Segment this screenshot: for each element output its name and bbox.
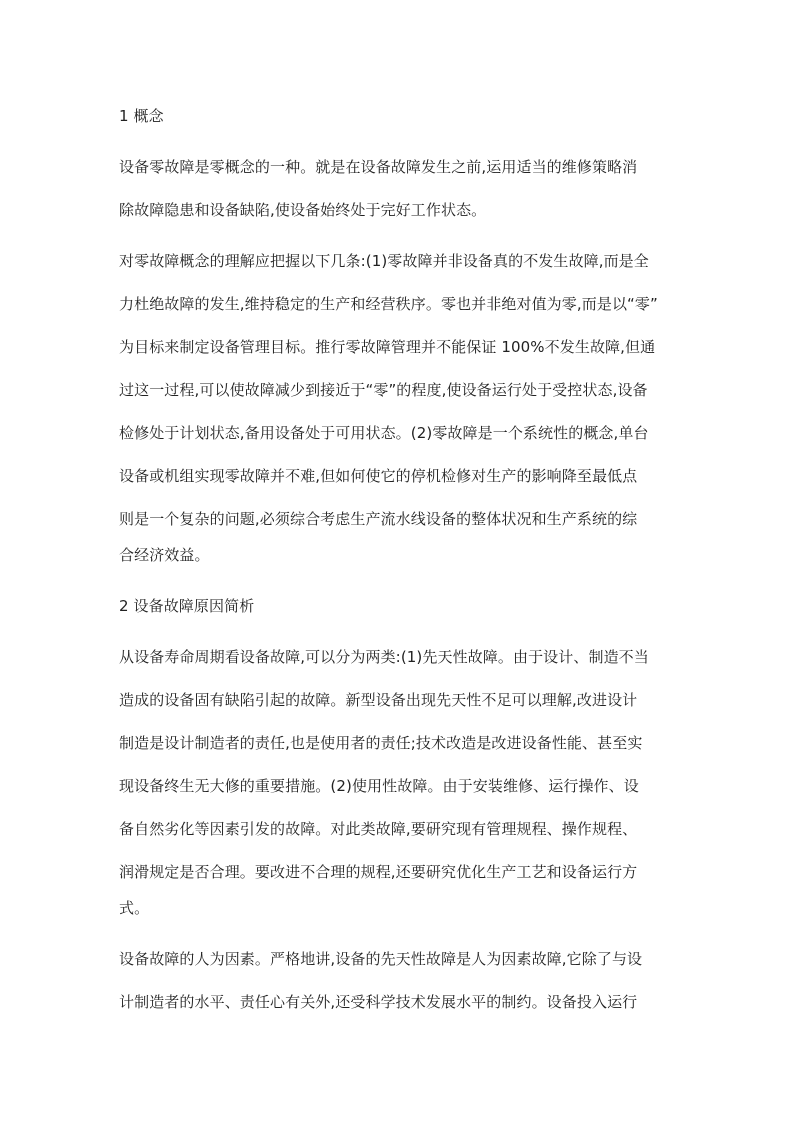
paragraph-line: 造成的设备固有缺陷引起的故障。新型设备出现先天性不足可以理解,改进设计: [119, 691, 638, 709]
paragraph-line: 检修处于计划状态,备用设备处于可用状态。(2)零故障是一个系统性的概念,单台: [119, 424, 649, 442]
section-heading-concept: 1 概念: [119, 107, 164, 125]
paragraph-line: 现设备终生无大修的重要措施。(2)使用性故障。由于安装维修、运行操作、设: [119, 777, 639, 795]
paragraph-line: 设备故障的人为因素。严格地讲,设备的先天性故障是人为因素故障,它除了与设: [119, 950, 643, 968]
paragraph-line: 力杜绝故障的发生,维持稳定的生产和经营秩序。零也并非绝对值为零,而是以“零”: [119, 295, 658, 313]
paragraph-line: 设备零故障是零概念的一种。就是在设备故障发生之前,运用适当的维修策略消: [119, 158, 638, 176]
paragraph-line: 计制造者的水平、责任心有关外,还受科学技术发展水平的制约。设备投入运行: [119, 993, 638, 1011]
paragraph-line: 过这一过程,可以使故障减少到接近于“零”的程度,使设备运行处于受控状态,设备: [119, 381, 648, 399]
paragraph-line: 除故障隐患和设备缺陷,使设备始终处于完好工作状态。: [119, 201, 487, 219]
paragraph-line: 式。: [119, 899, 150, 917]
section-heading-causes: 2 设备故障原因简析: [119, 597, 255, 615]
paragraph-line: 合经济效益。: [119, 546, 210, 564]
paragraph-line: 从设备寿命周期看设备故障,可以分为两类:(1)先天性故障。由于设计、制造不当: [119, 648, 649, 666]
paragraph-line: 润滑规定是否合理。要改进不合理的规程,还要研究优化生产工艺和设备运行方: [119, 863, 638, 881]
paragraph-line: 设备或机组实现零故障并不难,但如何使它的停机检修对生产的影响降至最低点: [119, 467, 638, 485]
paragraph-line: 则是一个复杂的问题,必须综合考虑生产流水线设备的整体状况和生产系统的综: [119, 510, 638, 528]
paragraph-line: 备自然劣化等因素引发的故障。对此类故障,要研究现有管理规程、操作规程、: [119, 820, 638, 838]
paragraph-line: 制造是设计制造者的责任,也是使用者的责任;技术改造是改进设备性能、甚至实: [119, 734, 643, 752]
paragraph-line: 为目标来制定设备管理目标。推行零故障管理并不能保证 100%不发生故障,但通: [119, 338, 656, 356]
paragraph-line: 对零故障概念的理解应把握以下几条:(1)零故障并非设备真的不发生故障,而是全: [119, 252, 649, 270]
